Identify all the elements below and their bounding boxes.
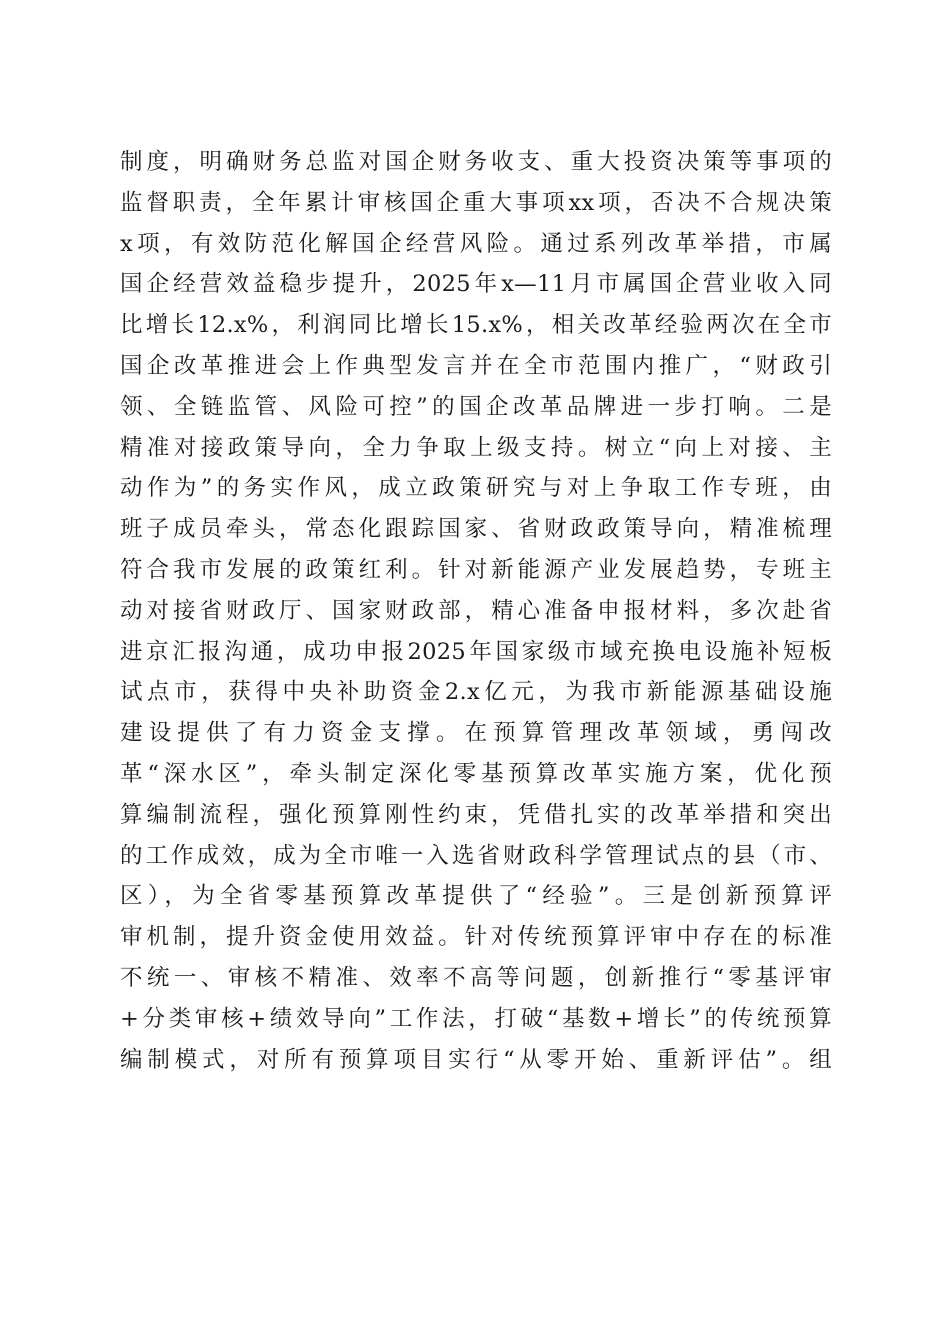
body-paragraph — [120, 142, 832, 1080]
text-line: 区），为全省零基预算改革提供了“经验”。三是创新预算评 — [120, 883, 832, 910]
text-line: 试点市，获得中央补助资金2.x亿元，为我市新能源基础设施 — [120, 679, 832, 706]
text-line: 革“深水区”，牵头制定深化零基预算改革实施方案，优化预 — [120, 760, 832, 787]
text-line: +分类审核+绩效导向”工作法，打破“基数+增长”的传统预算 — [120, 1005, 832, 1032]
text-line: 制度，明确财务总监对国企财务收支、重大投资决策等事项的 — [120, 149, 832, 175]
text-line: 编制模式，对所有预算项目实行“从零开始、重新评估”。组 — [120, 1046, 832, 1073]
text-line: 建设提供了有力资金支撑。在预算管理改革领域，勇闯改 — [120, 720, 832, 747]
text-line: 的工作成效，成为全市唯一入选省财政科学管理试点的县（市、 — [120, 842, 832, 869]
text-line: 进京汇报沟通，成功申报2025年国家级市域充换电设施补短板 — [120, 638, 832, 665]
text-line: 不统一、审核不精准、效率不高等问题，创新推行“零基评审 — [120, 964, 832, 991]
text-line: 动作为”的务实作风，成立政策研究与对上争取工作专班，由 — [120, 475, 832, 502]
text-line: 符合我市发展的政策红利。针对新能源产业发展趋势，专班主 — [120, 556, 832, 583]
text-line: 审机制，提升资金使用效益。针对传统预算评审中存在的标准 — [120, 924, 832, 951]
text-line: 精准对接政策导向，全力争取上级支持。树立“向上对接、主 — [120, 434, 832, 461]
text-line: 国企经营效益稳步提升，2025年x—11月市属国企营业收入同 — [120, 271, 832, 298]
text-line: 比增长12.x%，利润同比增长15.x%，相关改革经验两次在全市 — [120, 312, 832, 339]
text-line: 班子成员牵头，常态化跟踪国家、省财政政策导向，精准梳理 — [120, 516, 832, 543]
text-line: 动对接省财政厅、国家财政部，精心准备申报材料，多次赴省 — [120, 597, 832, 624]
text-line: 国企改革推进会上作典型发言并在全市范围内推广，“财政引 — [120, 352, 832, 379]
text-line: x项，有效防范化解国企经营风险。通过系列改革举措，市属 — [120, 230, 832, 257]
text-line: 领、全链监管、风险可控”的国企改革品牌进一步打响。二是 — [120, 393, 832, 420]
text-line: 算编制流程，强化预算刚性约束，凭借扎实的改革举措和突出 — [120, 801, 832, 828]
text-line: 监督职责，全年累计审核国企重大事项xx项，否决不合规决策 — [120, 189, 832, 216]
